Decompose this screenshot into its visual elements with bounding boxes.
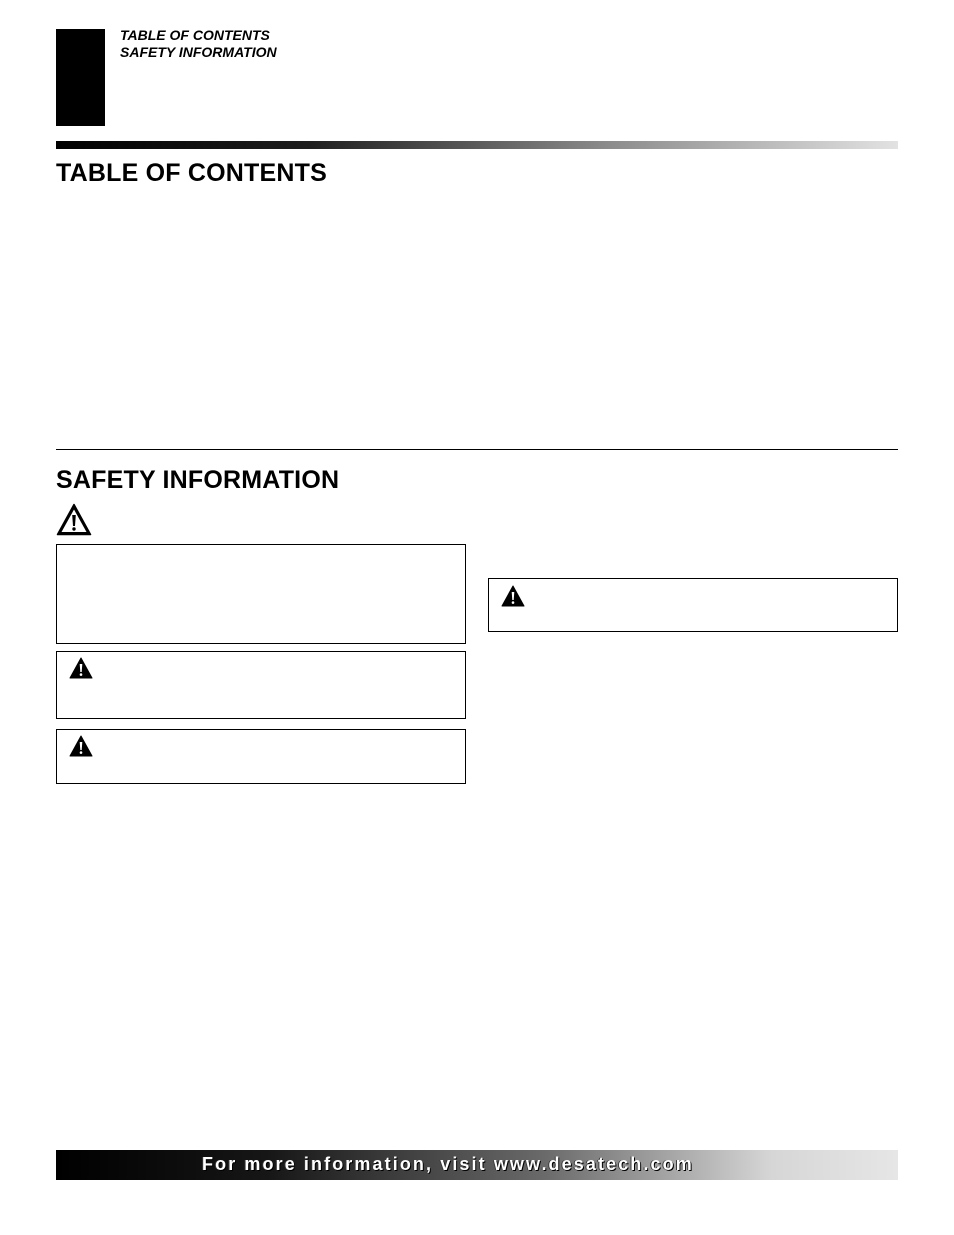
toc-heading: TABLE OF CONTENTS (56, 159, 327, 187)
warning-triangle-icon (69, 735, 93, 757)
running-head-line-2: SAFETY INFORMATION (120, 44, 277, 60)
warning-triangle-icon (56, 503, 92, 536)
section-divider (56, 449, 898, 450)
warning-triangle-icon (69, 657, 93, 679)
safety-heading: SAFETY INFORMATION (56, 466, 340, 494)
running-head-line-1: TABLE OF CONTENTS (120, 27, 270, 43)
header-gradient-rule (56, 141, 898, 149)
footer-website-text: For more information, visit www.desatech.com (202, 1154, 694, 1174)
footer-bar (56, 1150, 898, 1180)
notice-box (56, 544, 466, 644)
warning-box-3 (488, 578, 898, 632)
running-head (120, 27, 277, 61)
page-tab-marker (56, 29, 105, 126)
warning-box-2 (56, 729, 466, 784)
warning-box-1 (56, 651, 466, 719)
warning-triangle-icon (501, 585, 525, 607)
